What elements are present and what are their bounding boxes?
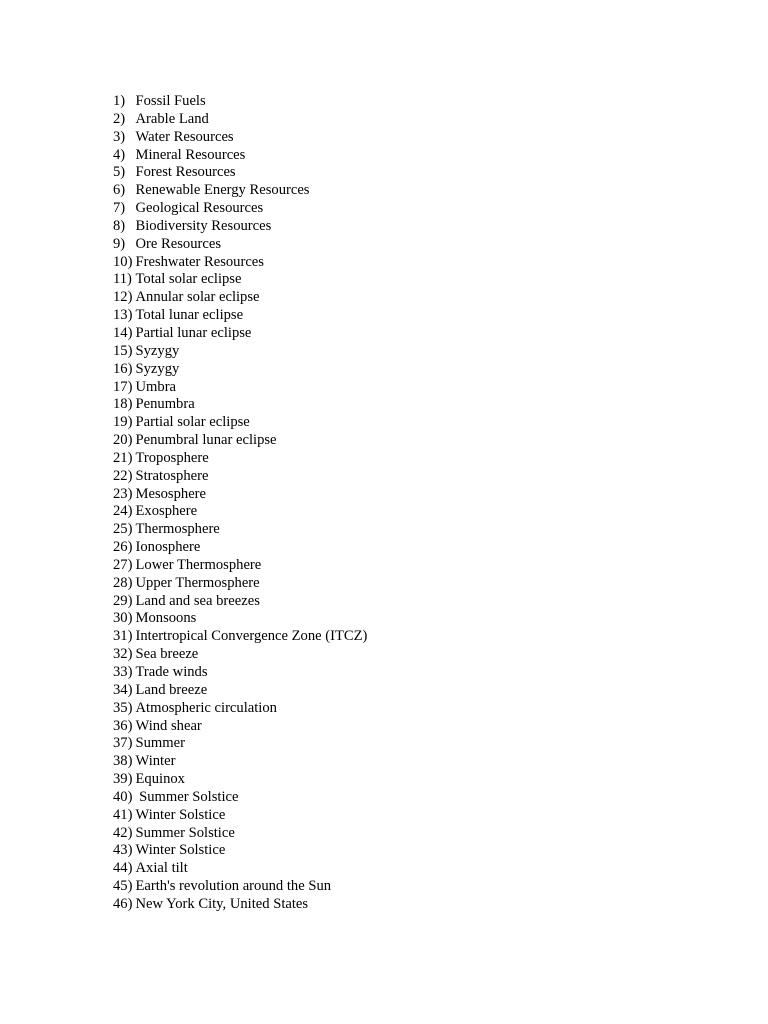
list-item-number: 44) xyxy=(113,860,133,877)
list-item xyxy=(113,878,367,896)
list-item-text: Upper Thermosphere xyxy=(135,574,260,591)
list-item-text: Thermosphere xyxy=(135,521,220,538)
list-item-text: Land and sea breezes xyxy=(135,592,260,609)
list-item-number: 15) xyxy=(113,342,133,359)
list-item xyxy=(113,503,367,521)
list-item xyxy=(113,182,367,200)
list-item-text: Penumbral lunar eclipse xyxy=(135,432,277,449)
list-item-number: 21) xyxy=(113,449,133,466)
list-item-text: Summer Solstice xyxy=(135,788,239,805)
list-item-number: 6) xyxy=(113,182,126,199)
list-item xyxy=(113,557,367,575)
list-item-number: 22) xyxy=(113,467,133,484)
list-item-number: 19) xyxy=(113,414,133,431)
list-item xyxy=(113,593,367,611)
list-item xyxy=(113,628,367,646)
list-item-text: Wind shear xyxy=(135,717,202,734)
list-item-number: 14) xyxy=(113,324,133,341)
list-item-text: Troposphere xyxy=(135,449,209,466)
list-item xyxy=(113,343,367,361)
list-item-number: 18) xyxy=(113,396,133,413)
list-item-number: 24) xyxy=(113,503,133,520)
list-item xyxy=(113,825,367,843)
list-item-text: Sea breeze xyxy=(135,646,199,663)
list-item-text: Partial solar eclipse xyxy=(135,414,250,431)
list-item-number: 39) xyxy=(113,771,133,788)
list-item xyxy=(113,718,367,736)
list-item xyxy=(113,468,367,486)
list-item-text: Total solar eclipse xyxy=(135,271,242,288)
list-item-text: Partial lunar eclipse xyxy=(135,324,252,341)
list-item-number: 13) xyxy=(113,307,133,324)
list-item-text: New York City, United States xyxy=(135,895,309,912)
list-item-text: Freshwater Resources xyxy=(135,253,264,270)
list-item-number: 29) xyxy=(113,592,133,609)
list-item-number: 20) xyxy=(113,432,133,449)
list-item-text: Umbra xyxy=(135,378,177,395)
list-item xyxy=(113,896,367,914)
list-item-number: 25) xyxy=(113,521,133,538)
list-item-number: 23) xyxy=(113,485,133,502)
list-item-text: Fossil Fuels xyxy=(135,93,206,109)
list-item-number: 5) xyxy=(113,164,126,181)
list-item xyxy=(113,646,367,664)
list-item-text: Trade winds xyxy=(135,664,208,680)
list-item-number: 45) xyxy=(113,878,133,895)
list-item xyxy=(113,164,367,182)
list-item-number: 27) xyxy=(113,556,133,573)
list-item xyxy=(113,842,367,860)
list-item xyxy=(113,396,367,414)
list-item-number: 33) xyxy=(113,664,133,680)
list-item-number: 8) xyxy=(113,217,126,234)
list-item-number: 7) xyxy=(113,200,126,217)
list-item-text: Water Resources xyxy=(135,128,234,145)
list-item-text: Earth's revolution around the Sun xyxy=(135,878,332,895)
list-item xyxy=(113,200,367,218)
list-item-text: Annular solar eclipse xyxy=(135,289,260,306)
list-item xyxy=(113,147,367,165)
list-item-number: 32) xyxy=(113,646,133,663)
list-item-number: 31) xyxy=(113,628,133,645)
list-item-number: 38) xyxy=(113,753,133,770)
list-item-text: Land breeze xyxy=(135,681,208,698)
list-item-number: 1) xyxy=(113,93,126,109)
list-item-text: Winter Solstice xyxy=(135,842,226,859)
list-item-number: 42) xyxy=(113,824,133,841)
list-item xyxy=(113,414,367,432)
list-item-number: 36) xyxy=(113,717,133,734)
list-item-text: Geological Resources xyxy=(135,200,264,217)
list-item xyxy=(113,236,367,254)
list-item-number: 34) xyxy=(113,681,133,698)
list-item-text: Intertropical Convergence Zone (ITCZ) xyxy=(135,628,368,645)
list-item xyxy=(113,753,367,771)
list-item-number: 4) xyxy=(113,146,126,163)
list-item xyxy=(113,289,367,307)
list-item-number: 2) xyxy=(113,110,126,127)
list-item-text: Winter xyxy=(135,753,176,770)
list-item xyxy=(113,735,367,753)
list-item-text: Lower Thermosphere xyxy=(135,556,262,573)
list-item xyxy=(113,450,367,468)
list-item xyxy=(113,575,367,593)
list-item xyxy=(113,325,367,343)
list-item xyxy=(113,807,367,825)
list-item-text: Forest Resources xyxy=(135,164,236,181)
list-item-text: Penumbra xyxy=(135,396,195,413)
list-item-text: Ore Resources xyxy=(135,235,222,252)
list-item-text: Monsoons xyxy=(135,610,197,627)
list-item-text: Total lunar eclipse xyxy=(135,307,244,324)
list-item-number: 11) xyxy=(113,271,132,288)
list-item-text: Summer xyxy=(135,735,185,752)
list-item xyxy=(113,111,367,129)
list-item-number: 35) xyxy=(113,699,133,716)
list-item-text: Axial tilt xyxy=(135,860,188,877)
list-item xyxy=(113,432,367,450)
list-item xyxy=(113,789,367,807)
list-item-text: Winter Solstice xyxy=(135,806,226,823)
list-item xyxy=(113,486,367,504)
list-item-text: Exosphere xyxy=(135,503,198,520)
list-item xyxy=(113,271,367,289)
list-item-number: 41) xyxy=(113,806,133,823)
list-item xyxy=(113,361,367,379)
list-item-number: 17) xyxy=(113,378,133,395)
list-item xyxy=(113,93,367,111)
list-item xyxy=(113,218,367,236)
list-item xyxy=(113,539,367,557)
list-item-text: Biodiversity Resources xyxy=(135,217,272,234)
list-item xyxy=(113,307,367,325)
list-item-number: 37) xyxy=(113,735,133,752)
list-item xyxy=(113,521,367,539)
list-item-number: 46) xyxy=(113,895,133,912)
list-item-number: 30) xyxy=(113,610,133,627)
list-item xyxy=(113,664,367,682)
list-item-text: Mesosphere xyxy=(135,485,207,502)
list-item xyxy=(113,129,367,147)
list-item-number: 40) xyxy=(113,788,133,805)
list-item-text: Stratosphere xyxy=(135,467,209,484)
list-item-number: 26) xyxy=(113,539,133,556)
list-item-text: Syzygy xyxy=(135,360,180,377)
list-item-text: Ionosphere xyxy=(135,539,201,556)
list-item-number: 9) xyxy=(113,235,126,252)
list-item-text: Arable Land xyxy=(135,110,209,127)
list-item xyxy=(113,610,367,628)
list-item-text: Equinox xyxy=(135,771,185,788)
list-item xyxy=(113,771,367,789)
list-item-number: 3) xyxy=(113,128,126,145)
list-item-number: 16) xyxy=(113,360,133,377)
list-item-text: Renewable Energy Resources xyxy=(135,182,310,199)
list-item-number: 43) xyxy=(113,842,133,859)
list-item xyxy=(113,682,367,700)
list-item-number: 12) xyxy=(113,289,133,306)
list-item-number: 28) xyxy=(113,574,133,591)
numbered-list xyxy=(113,93,367,914)
list-item-text: Atmospheric circulation xyxy=(135,699,277,716)
list-item xyxy=(113,860,367,878)
list-item xyxy=(113,254,367,272)
list-item-text: Syzygy xyxy=(135,342,180,359)
list-item xyxy=(113,700,367,718)
list-item-text: Mineral Resources xyxy=(135,146,246,163)
list-item-number: 10) xyxy=(113,253,133,270)
list-item xyxy=(113,379,367,397)
list-item-text: Summer Solstice xyxy=(135,824,235,841)
